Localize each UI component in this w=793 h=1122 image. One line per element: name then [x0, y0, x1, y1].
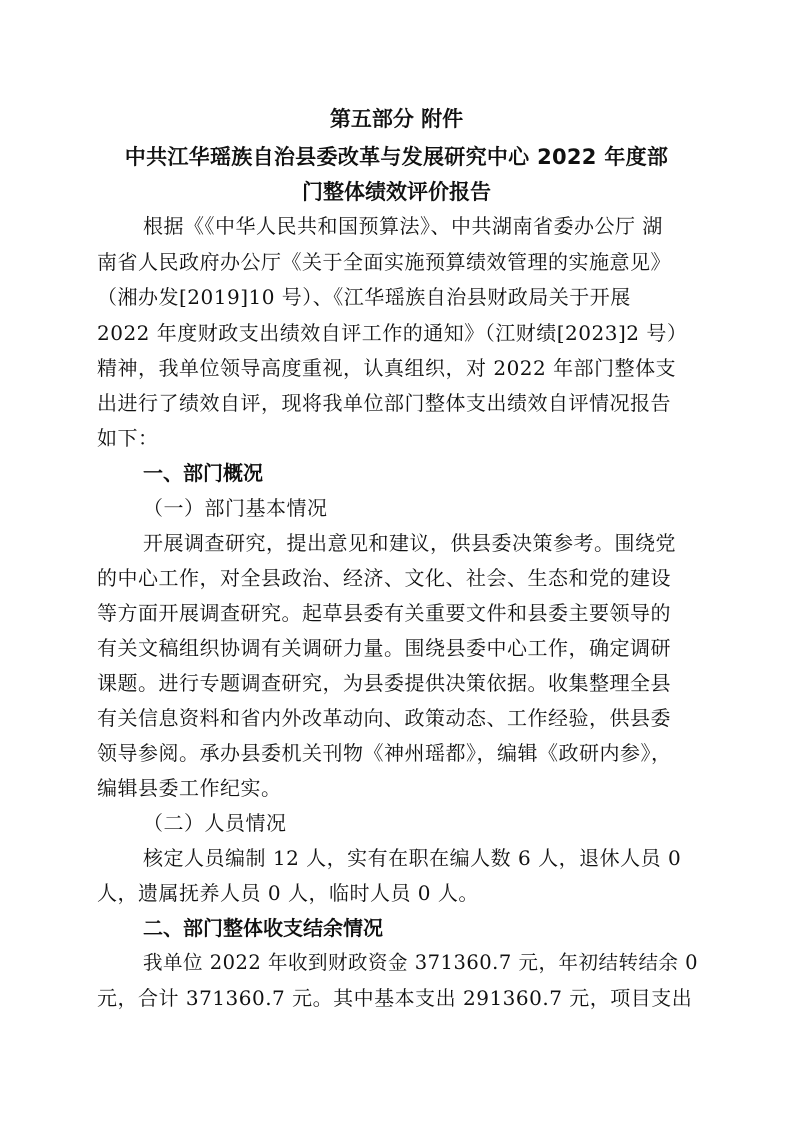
intro-line: （湘办发[2019]10 号）、《江华瑶族自治县财政局关于开展 [97, 285, 631, 309]
paragraph-line: 的中心工作，对全县政治、经济、文化、社会、生态和党的建设 [97, 566, 671, 590]
intro-line: 精神，我单位领导高度重视，认真组织，对 2022 年部门整体支 [97, 356, 677, 380]
intro-line: 根据《《中华人民共和国预算法》、中共湖南省委办公厅 湖 [143, 214, 663, 238]
paragraph-line: 领导参阅。承办县委机关刊物《神州瑶都》，编辑《政研内参》， [97, 741, 672, 765]
paragraph-line: 编辑县委工作纪实。 [97, 776, 282, 800]
subsection-heading-2: （二）人员情况 [143, 811, 287, 835]
paragraph-line: 核定人员编制 12 人，实有在职在编人数 6 人，退休人员 0 [143, 846, 682, 870]
paragraph-line: 课题。进行专题调查研究，为县委提供决策依据。收集整理全县 [97, 671, 671, 695]
report-title-line-2: 门整体绩效评价报告 [302, 180, 491, 204]
paragraph-line: 我单位 2022 年收到财政资金 371360.7 元，年初结转结余 0 [143, 951, 699, 974]
paragraph-line: 等方面开展调查研究。起草县委有关重要文件和县委主要领导的 [97, 601, 671, 625]
paragraph-line: 元，合计 371360.7 元。其中基本支出 291360.7 元，项目支出 [97, 986, 693, 1010]
part-title: 第五部分 附件 [329, 107, 464, 131]
intro-line: 出进行了绩效自评，现将我单位部门整体支出绩效自评情况报告 [97, 391, 671, 415]
intro-line: 南省人民政府办公厅《关于全面实施预算绩效管理的实施意见》 [97, 250, 671, 274]
section-heading-2: 二、部门整体收支结余情况 [143, 916, 383, 940]
intro-line: 2022 年度财政支出绩效自评工作的通知》（江财绩[2023]2 号） [97, 321, 688, 345]
paragraph-line: 人，遗属抚养人员 0 人，临时人员 0 人。 [97, 881, 479, 905]
paragraph-line: 有关信息资料和省内外改革动向、政策动态、工作经验，供县委 [97, 706, 671, 730]
section-heading-1: 一、部门概况 [143, 461, 263, 485]
intro-line: 如下： [97, 426, 159, 450]
paragraph-line: 开展调查研究，提出意见和建议，供县委决策参考。围绕党 [143, 531, 676, 555]
subsection-heading-1: （一）部门基本情况 [143, 496, 328, 520]
paragraph-line: 有关文稿组织协调有关调研力量。围绕县委中心工作，确定调研 [97, 636, 671, 660]
report-title-line-1: 中共江华瑶族自治县委改革与发展研究中心 2022 年度部 [124, 145, 669, 169]
